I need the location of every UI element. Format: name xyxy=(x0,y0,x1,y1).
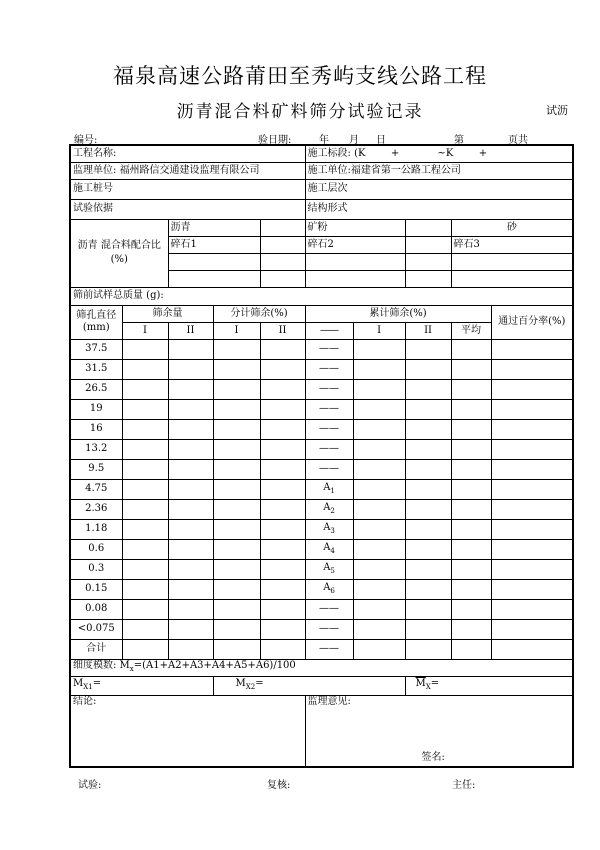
sieve-value-cell[interactable] xyxy=(353,339,405,359)
sieve-value-cell[interactable] xyxy=(213,579,260,599)
sieve-value-cell[interactable] xyxy=(491,419,573,439)
cumulative-mark: —— xyxy=(305,419,353,439)
sieve-value-cell[interactable] xyxy=(260,619,305,639)
sieve-value-cell[interactable] xyxy=(260,559,305,579)
sieve-size: 26.5 xyxy=(70,379,122,399)
sieve-value-cell[interactable] xyxy=(491,559,573,579)
sieve-value-cell[interactable] xyxy=(168,379,213,399)
sieve-size: 9.5 xyxy=(70,459,122,479)
cumulative-mark: —— xyxy=(305,619,353,639)
sieve-value-cell[interactable] xyxy=(451,459,491,479)
sieve-value-cell[interactable] xyxy=(213,399,260,419)
sieve-value-cell[interactable] xyxy=(353,399,405,419)
sieve-row xyxy=(70,579,573,599)
sieve-size: 2.36 xyxy=(70,499,122,519)
sieve-row xyxy=(70,379,573,399)
passing-header: 通过百分率(%) xyxy=(491,305,573,339)
cumulative-mark: —— xyxy=(305,379,353,399)
sieve-value-cell[interactable] xyxy=(491,359,573,379)
sieve-row xyxy=(70,539,573,559)
sieve-value-cell[interactable] xyxy=(405,419,451,439)
sieve-value-cell[interactable] xyxy=(122,519,168,539)
sieve-value-cell[interactable] xyxy=(213,619,260,639)
sieve-value-cell[interactable] xyxy=(405,559,451,579)
sieve-value-cell[interactable] xyxy=(260,599,305,619)
sieve-value-cell[interactable] xyxy=(260,579,305,599)
signature-label: 签名: xyxy=(421,752,445,763)
sieve-size: 4.75 xyxy=(70,479,122,499)
sieve-value-cell[interactable] xyxy=(213,439,260,459)
sieve-value-cell[interactable] xyxy=(168,439,213,459)
sieve-value-cell[interactable] xyxy=(491,599,573,619)
sieve-value-cell[interactable] xyxy=(260,419,305,439)
sieve-value-cell[interactable] xyxy=(260,339,305,359)
sieve-value-cell[interactable] xyxy=(353,459,405,479)
sieve-value-cell[interactable] xyxy=(260,639,305,659)
sieve-value-cell[interactable] xyxy=(122,419,168,439)
cumulative-header: 累计筛余(%) xyxy=(305,305,491,322)
sieve-value-cell[interactable] xyxy=(122,639,168,659)
sieve-value-cell[interactable] xyxy=(122,359,168,379)
sieve-value-cell[interactable] xyxy=(213,379,260,399)
sieve-value-cell[interactable] xyxy=(451,379,491,399)
sieve-value-cell[interactable] xyxy=(451,639,491,659)
sieve-value-cell[interactable] xyxy=(213,599,260,619)
cumulative-mark: —— xyxy=(305,399,353,419)
year-label: 年 xyxy=(319,135,329,146)
sieve-row xyxy=(70,519,573,539)
sieve-value-cell[interactable] xyxy=(405,519,451,539)
sieve-value-cell[interactable] xyxy=(451,519,491,539)
sieve-value-cell[interactable] xyxy=(353,579,405,599)
sieve-value-cell[interactable] xyxy=(122,379,168,399)
sieve-row xyxy=(70,479,573,499)
sieve-size-header: 筛孔直径 (mm) xyxy=(70,305,122,339)
sieve-value-cell[interactable] xyxy=(491,399,573,419)
mx-cell[interactable]: $\overline{M}_X=$ xyxy=(405,676,573,695)
sieve-value-cell[interactable] xyxy=(168,499,213,519)
asphalt-label: 沥青 xyxy=(168,219,260,236)
sieve-row xyxy=(70,399,573,419)
gravel1-value[interactable] xyxy=(168,253,260,270)
sieve-value-cell[interactable] xyxy=(353,359,405,379)
supervisor-cell: 监理单位: 福州路信交通建设监理有限公司 xyxy=(70,162,305,179)
sieve-row xyxy=(70,559,573,579)
sieve-value-cell[interactable] xyxy=(491,639,573,659)
sieve-value-cell[interactable] xyxy=(405,479,451,499)
sieve-value-cell[interactable] xyxy=(491,499,573,519)
sieve-value-cell[interactable] xyxy=(168,639,213,659)
sieve-value-cell[interactable] xyxy=(451,439,491,459)
sieve-size: 0.08 xyxy=(70,599,122,619)
sieve-value-cell[interactable] xyxy=(353,559,405,579)
sieve-value-cell[interactable] xyxy=(405,379,451,399)
mix-ratio-label: 沥青 混合料配合比 (%) xyxy=(70,219,168,287)
number-label: 编号: xyxy=(74,135,98,146)
fineness-formula: 细度模数: $M_x=(A1+A2+A3+A4+A5+A6)/100$ xyxy=(70,659,573,676)
gravel2-value[interactable] xyxy=(305,253,405,270)
date-label: 验日期: xyxy=(258,135,292,146)
sieve-value-cell[interactable] xyxy=(405,619,451,639)
sieve-value-cell[interactable] xyxy=(451,419,491,439)
sieve-value-cell[interactable] xyxy=(491,439,573,459)
sieve-size: 19 xyxy=(70,399,122,419)
sieve-value-cell[interactable] xyxy=(353,479,405,499)
sieve-row xyxy=(70,599,573,619)
sieve-value-cell[interactable] xyxy=(491,379,573,399)
sieve-value-cell[interactable] xyxy=(213,479,260,499)
mx1-cell[interactable]: $M_{X1}=$ xyxy=(70,676,213,695)
sieve-value-cell[interactable] xyxy=(168,579,213,599)
cumulative-mark: —— xyxy=(305,639,353,659)
cumulative-mark: —— xyxy=(305,359,353,379)
section-cell[interactable]: 施工标段: (K + ~K + xyxy=(305,145,573,162)
sieve-value-cell[interactable] xyxy=(451,359,491,379)
sieve-value-cell[interactable] xyxy=(260,519,305,539)
sieve-value-cell[interactable] xyxy=(405,399,451,419)
sieve-size: 0.3 xyxy=(70,559,122,579)
structure-cell[interactable]: 结构形式 xyxy=(305,199,573,219)
sieve-value-cell[interactable] xyxy=(122,479,168,499)
month-label: 月 xyxy=(349,135,359,146)
sieve-value-cell[interactable] xyxy=(168,599,213,619)
sieve-row xyxy=(70,639,573,659)
station-cell[interactable]: 施工桩号 xyxy=(70,179,305,199)
sieve-value-cell[interactable] xyxy=(213,339,260,359)
sieve-value-cell[interactable] xyxy=(213,519,260,539)
sieve-value-cell[interactable] xyxy=(122,539,168,559)
day-label: 日 xyxy=(376,135,386,146)
cumulative-mark: —— xyxy=(305,439,353,459)
sieve-value-cell[interactable] xyxy=(353,379,405,399)
sieve-value-cell[interactable] xyxy=(122,459,168,479)
sieve-value-cell[interactable] xyxy=(405,539,451,559)
retained-header: 筛余量 xyxy=(122,305,213,322)
sieve-value-cell[interactable] xyxy=(213,559,260,579)
sieve-value-cell[interactable] xyxy=(451,599,491,619)
sieve-record-table xyxy=(69,144,574,768)
page-label: 第 xyxy=(454,135,464,146)
gravel3-value[interactable] xyxy=(451,253,573,270)
sieve-value-cell[interactable] xyxy=(491,339,573,359)
cumulative-mark: $A_6$ xyxy=(305,579,353,599)
sieve-value-cell[interactable] xyxy=(213,359,260,379)
sieve-value-cell[interactable] xyxy=(405,339,451,359)
sieve-size: 37.5 xyxy=(70,339,122,359)
sieve-row xyxy=(70,619,573,639)
cumulative-i: I xyxy=(353,322,405,339)
sieve-size: 0.15 xyxy=(70,579,122,599)
sieve-value-cell[interactable] xyxy=(491,479,573,499)
sieve-value-cell[interactable] xyxy=(168,359,213,379)
sieve-value-cell[interactable] xyxy=(405,579,451,599)
sieve-value-cell[interactable] xyxy=(405,439,451,459)
cumulative-mark: $A_1$ xyxy=(305,479,353,499)
cumulative-ii: II xyxy=(405,322,451,339)
retained-i: I xyxy=(122,322,168,339)
sieve-size: 13.2 xyxy=(70,439,122,459)
sieve-value-cell[interactable] xyxy=(122,579,168,599)
sieve-value-cell[interactable] xyxy=(405,599,451,619)
sieve-value-cell[interactable] xyxy=(451,539,491,559)
sieve-value-cell[interactable] xyxy=(353,539,405,559)
sieve-size: 1.18 xyxy=(70,519,122,539)
gravel1-label: 碎石1 xyxy=(168,236,260,253)
gravel2-label: 碎石2 xyxy=(305,236,405,253)
retained-ii: II xyxy=(168,322,213,339)
sieve-value-cell[interactable] xyxy=(122,399,168,419)
document-title: 福泉高速公路莆田至秀屿支线公路工程 xyxy=(113,64,487,88)
sieve-value-cell[interactable] xyxy=(168,619,213,639)
sieve-value-cell[interactable] xyxy=(451,499,491,519)
sieve-value-cell[interactable] xyxy=(260,359,305,379)
sieve-value-cell[interactable] xyxy=(168,419,213,439)
partial-header: 分计筛余(%) xyxy=(213,305,305,322)
sieve-value-cell[interactable] xyxy=(405,459,451,479)
sieve-size: 合计 xyxy=(70,639,122,659)
sieve-size: <0.075 xyxy=(70,619,122,639)
sieve-value-cell[interactable] xyxy=(213,639,260,659)
sieve-value-cell[interactable] xyxy=(122,439,168,459)
sieve-value-cell[interactable] xyxy=(451,339,491,359)
sieve-value-cell[interactable] xyxy=(260,399,305,419)
sieve-value-cell[interactable] xyxy=(451,559,491,579)
sieve-value-cell[interactable] xyxy=(353,519,405,539)
sieve-value-cell[interactable] xyxy=(451,479,491,499)
sample-mass-cell[interactable]: 筛前试样总质量 (g): xyxy=(70,287,573,305)
sieve-value-cell[interactable] xyxy=(491,459,573,479)
sieve-value-cell[interactable] xyxy=(405,359,451,379)
sieve-value-cell[interactable] xyxy=(122,339,168,359)
sieve-size: 31.5 xyxy=(70,359,122,379)
sieve-value-cell[interactable] xyxy=(122,559,168,579)
sieve-value-cell[interactable] xyxy=(168,539,213,559)
sieve-value-cell[interactable] xyxy=(213,419,260,439)
sieve-value-cell[interactable] xyxy=(168,339,213,359)
sieve-size: 0.6 xyxy=(70,539,122,559)
sieve-value-cell[interactable] xyxy=(213,539,260,559)
cumulative-mark: $A_3$ xyxy=(305,519,353,539)
sieve-row xyxy=(70,419,573,439)
sieve-row xyxy=(70,359,573,379)
sieve-value-cell[interactable] xyxy=(260,499,305,519)
sieve-value-cell[interactable] xyxy=(122,599,168,619)
sieve-value-cell[interactable] xyxy=(168,479,213,499)
cumulative-mark: —— xyxy=(305,599,353,619)
contractor-cell: 施工单位:福建省第一公路工程公司 xyxy=(305,162,573,179)
project-name-cell[interactable]: 工程名称: xyxy=(70,145,305,162)
sand-label: 砂 xyxy=(451,219,573,236)
cumulative-mark: —— xyxy=(305,339,353,359)
partial-i: I xyxy=(213,322,260,339)
mineral-powder-label: 矿粉 xyxy=(305,219,405,236)
sieve-value-cell[interactable] xyxy=(168,399,213,419)
partial-ii: II xyxy=(260,322,305,339)
sieve-value-cell[interactable] xyxy=(405,499,451,519)
sieve-value-cell[interactable] xyxy=(451,399,491,419)
sieve-value-cell[interactable] xyxy=(451,619,491,639)
reviewer-label: 复核: xyxy=(267,780,291,791)
cumulative-mark-header: —— xyxy=(305,322,353,339)
layer-cell[interactable]: 施工层次 xyxy=(305,179,573,199)
supervisor-opinion-cell[interactable]: 监理意见: 签名: xyxy=(305,695,573,767)
basis-cell[interactable]: 试验依据 xyxy=(70,199,305,219)
sieve-value-cell[interactable] xyxy=(491,619,573,639)
sieve-value-cell[interactable] xyxy=(353,499,405,519)
cumulative-mark: $A_5$ xyxy=(305,559,353,579)
sieve-row xyxy=(70,499,573,519)
form-id: 试沥 xyxy=(546,104,568,117)
sieve-value-cell[interactable] xyxy=(353,439,405,459)
document-subtitle: 沥青混合料矿料筛分试验记录 xyxy=(176,102,424,122)
sieve-value-cell[interactable] xyxy=(491,579,573,599)
chief-label: 主任: xyxy=(452,780,476,791)
sieve-value-cell[interactable] xyxy=(260,379,305,399)
sieve-value-cell[interactable] xyxy=(168,559,213,579)
gravel3-label: 碎石3 xyxy=(451,236,573,253)
sieve-value-cell[interactable] xyxy=(213,499,260,519)
sieve-value-cell[interactable] xyxy=(405,639,451,659)
cumulative-mark: $A_2$ xyxy=(305,499,353,519)
tester-label: 试验: xyxy=(78,780,102,791)
sieve-value-cell[interactable] xyxy=(451,579,491,599)
sieve-value-cell[interactable] xyxy=(353,639,405,659)
sieve-value-cell[interactable] xyxy=(122,499,168,519)
sieve-value-cell[interactable] xyxy=(353,599,405,619)
sieve-size: 16 xyxy=(70,419,122,439)
mx2-cell[interactable]: $M_{X2}=$ xyxy=(213,676,405,695)
cumulative-mark: $A_4$ xyxy=(305,539,353,559)
sieve-value-cell[interactable] xyxy=(168,459,213,479)
sieve-value-cell[interactable] xyxy=(353,419,405,439)
sieve-value-cell[interactable] xyxy=(260,539,305,559)
sieve-value-cell[interactable] xyxy=(122,619,168,639)
cumulative-mark: —— xyxy=(305,459,353,479)
sieve-value-cell[interactable] xyxy=(491,539,573,559)
sieve-value-cell[interactable] xyxy=(491,519,573,539)
sieve-value-cell[interactable] xyxy=(260,459,305,479)
sieve-row xyxy=(70,439,573,459)
sieve-value-cell[interactable] xyxy=(213,459,260,479)
sieve-value-cell[interactable] xyxy=(260,479,305,499)
cumulative-avg: 平均 xyxy=(451,322,491,339)
sieve-row xyxy=(70,459,573,479)
conclusion-cell[interactable]: 结论: xyxy=(70,695,305,767)
sieve-value-cell[interactable] xyxy=(260,439,305,459)
sieve-value-cell[interactable] xyxy=(168,519,213,539)
page-total-label: 页共 xyxy=(508,135,528,146)
sieve-value-cell[interactable] xyxy=(353,619,405,639)
sieve-row xyxy=(70,339,573,359)
